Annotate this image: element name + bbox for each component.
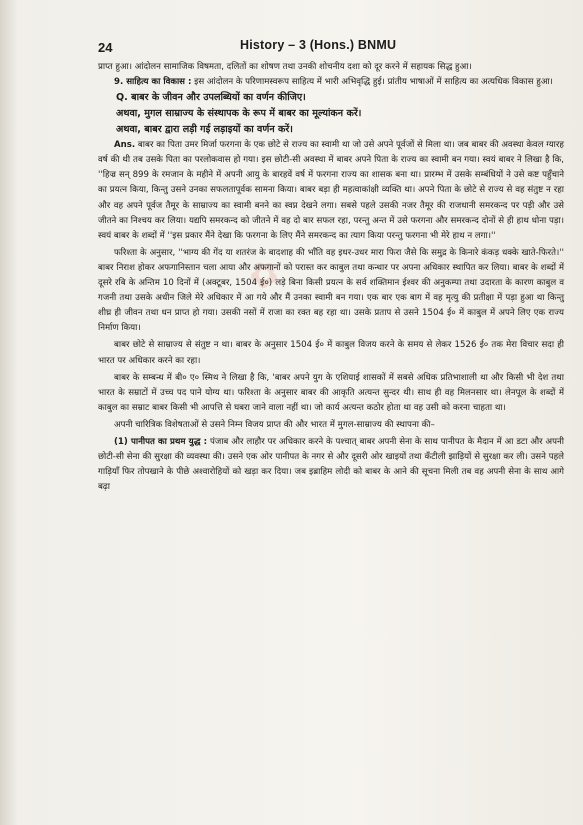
paragraph-2: [98, 75, 564, 90]
paragraph-2-text: इस आंदोलन के परिणामस्वरूप साहित्य में भारी अभिवृद्धि हुई। प्रांतीय भाषाओं में साहित्य का अत्यधिक विकास हुआ।: [191, 77, 553, 88]
question-2: अथवा, मुगल साम्राज्य के संस्थापक के रूप में बाबर का मूल्यांकन करें।: [116, 108, 362, 120]
watermark: ✿: [242, 252, 287, 299]
section-heading: 9. साहित्य का विकास :: [114, 77, 192, 88]
paragraph-5: बाबर छोटे से साम्राज्य से संतुष्ट न था। बाबर के अनुसार 1504 ई० में काबुल विजय करने के समय से लेकर 1526 ई० तक मेरा विचार सदा ही भारत पर अधिकार करने का रहा।: [98, 340, 564, 366]
paragraph-4: फरिश्ता के अनुसार, ''भाग्य की गेंद या शतरंज के बादशाह की भाँति वह इधर-उधर मारा फिरा जैसे कि समुद्र के किनारे कंकड़ धक्के खाते-फिरते।'' बाबर निराश होकर अफगानिस्तान चला आया और अफगानों को परास्त कर काबुल तथा कन्धार पर अपना अधिकार स्थापित कर लिया। बाबर के शब्दों में दूसरे रबि के अन्तिम 10 दिनों में (अक्टूबर, 1504 ई०) लड़े बिना किसी प्रयत्न के सर्व शक्तिमान ईश्वर की अनुकम्पा तथा उदारता के कारण काबुल व गजनी तथा उसके अधीन जिले मेरे अधिकार में आ गये और मैं उनका स्वामी बन गया। एक बार एक बाग में वह मृत्यु की प्रतीक्षा में पड़ा हुआ था किन्तु शीघ्र ही जीवन तथा धन प्राप्त हो गया। उसकी नसों में राजा का रक्त बह रहा था। उसके प्रताप से उसने 1504 ई० में काबुल में अपने लिए एक राज्य निर्माण किया।: [98, 247, 564, 334]
paragraph-8: [98, 435, 564, 495]
subsection-heading: (1) पानीपत का प्रथम युद्ध :: [114, 436, 208, 447]
paragraph-7: अपनी चारित्रिक विशेषताओं से उसने निम्न विजय प्राप्त की और भारत में मुगल-साम्राज्य की स्थापना की–: [114, 419, 435, 430]
page-header: [98, 38, 564, 60]
answer-paragraph: [98, 138, 564, 244]
page-content: [98, 38, 564, 495]
page-number: 24: [98, 40, 113, 55]
paragraph-6: बाबर के सम्बन्ध में बी० ए० स्मिथ ने लिखा है कि, 'बाबर अपने युग के एशियाई शासकों में सबसे अधिक प्रतिभाशाली था और किसी भी देश तथा भारत के सम्राटों में उच्च पद पाने योग्य था। फरिश्ता के अनुसार बाबर की आकृति अत्यन्त सुन्दर थी। साथ ही वह मिलनसार था। लेनपूल के शब्दों में काबुल का सम्राट बाबर किसी भी आपत्ति से घबरा जाने वाला नहीं था। जो कार्य अत्यन्त कठोर होता था वह उसी को करना चाहता था।: [98, 372, 564, 413]
running-head: History – 3 (Hons.) BNMU: [240, 38, 397, 52]
answer-label: Ans.: [114, 140, 136, 151]
paragraph-8-text: पंजाब और लाहौर पर अधिकार करने के पश्चात् बाबर अपनी सेना के साथ पानीपत के मैदान में आ डटा और अपनी छोटी-सी सेना की सुरक्षा की व्यवस्था की। उसने एक ओर पानीपत के नगर से और दूसरी ओर खाइयों तथा कँटीली झाड़ियों से सुरक्षा कर ली। उसने पहले गाड़ियाँ फिर तोपखाने के पीछे अश्वारोहियों को खड़ा कर दिया। जब इब्राहिम लोदी को बाबर के आने की सूचना मिली तब वह अपनी सेना के साथ आगे बढ़ा: [98, 436, 564, 493]
paragraph-1: प्राप्त हुआ। आंदोलन सामाजिक विषमता, दलितों का शोषण तथा उनकी शोचनीय दशा को दूर करने में सहायक सिद्ध हुआ।: [98, 62, 472, 72]
question-3: अथवा, बाबर द्वारा लड़ी गई लड़ाइयों का वर्णन करें।: [116, 124, 293, 136]
question-1: Q. बाबर के जीवन और उपलब्धियों का वर्णन कीजिए।: [116, 92, 306, 104]
answer-text: बाबर का पिता उमर मिर्जा फरगना के एक छोटे से राज्य का स्वामी था जो उसे अपने पूर्वजों से मिला था। जब बाबर की अवस्था केवल ग्यारह वर्ष की थी तब उसके पिता का परलोकवास हो गया। इस छोटी-सी अवस्था में बाबर अपने पिता के राज्य का स्वामी बन गया। स्वयं बाबर ने लिखा है कि, ''हिज्र सन् 899 के रमजान के महीने में अपनी आयु के बारहवें वर्ष में फरगना राज्य का शासक बना था। प्रारम्भ में उसके सम्बंधियों ने उसे कष्ट पहुँचाने का प्रयत्न किया, किन्तु उसने उनका सफलतापूर्वक सामना किया। बाबर बड़ा ही महत्वाकांक्षी व्यक्ति था। अपने पिता के छोटे से राज्य से वह संतुष्ट न रहा और वह अपने पूर्वज तैमूर के साम्राज्य का स्वामी बनने का स्वप्न देखने लगा। सबसे पहले उसकी नजर तैमूर की राजधानी समरकन्द पर पड़ी और उसे जीतने का निश्चय कर लिया। यद्यपि समरकन्द को जीतने में वह दो बार सफल रहा, परन्तु अन्त में उसे फरगना और समरकन्द दोनों से ही हाथ धोना पड़ा। स्वयं बाबर के शब्दों में ''इस प्रकार मैंने देखा कि फरगना के लिए मैंने समरकन्द का त्याग किया परन्तु फरगना भी मेरे हाथ न लगा।'': [98, 140, 564, 241]
